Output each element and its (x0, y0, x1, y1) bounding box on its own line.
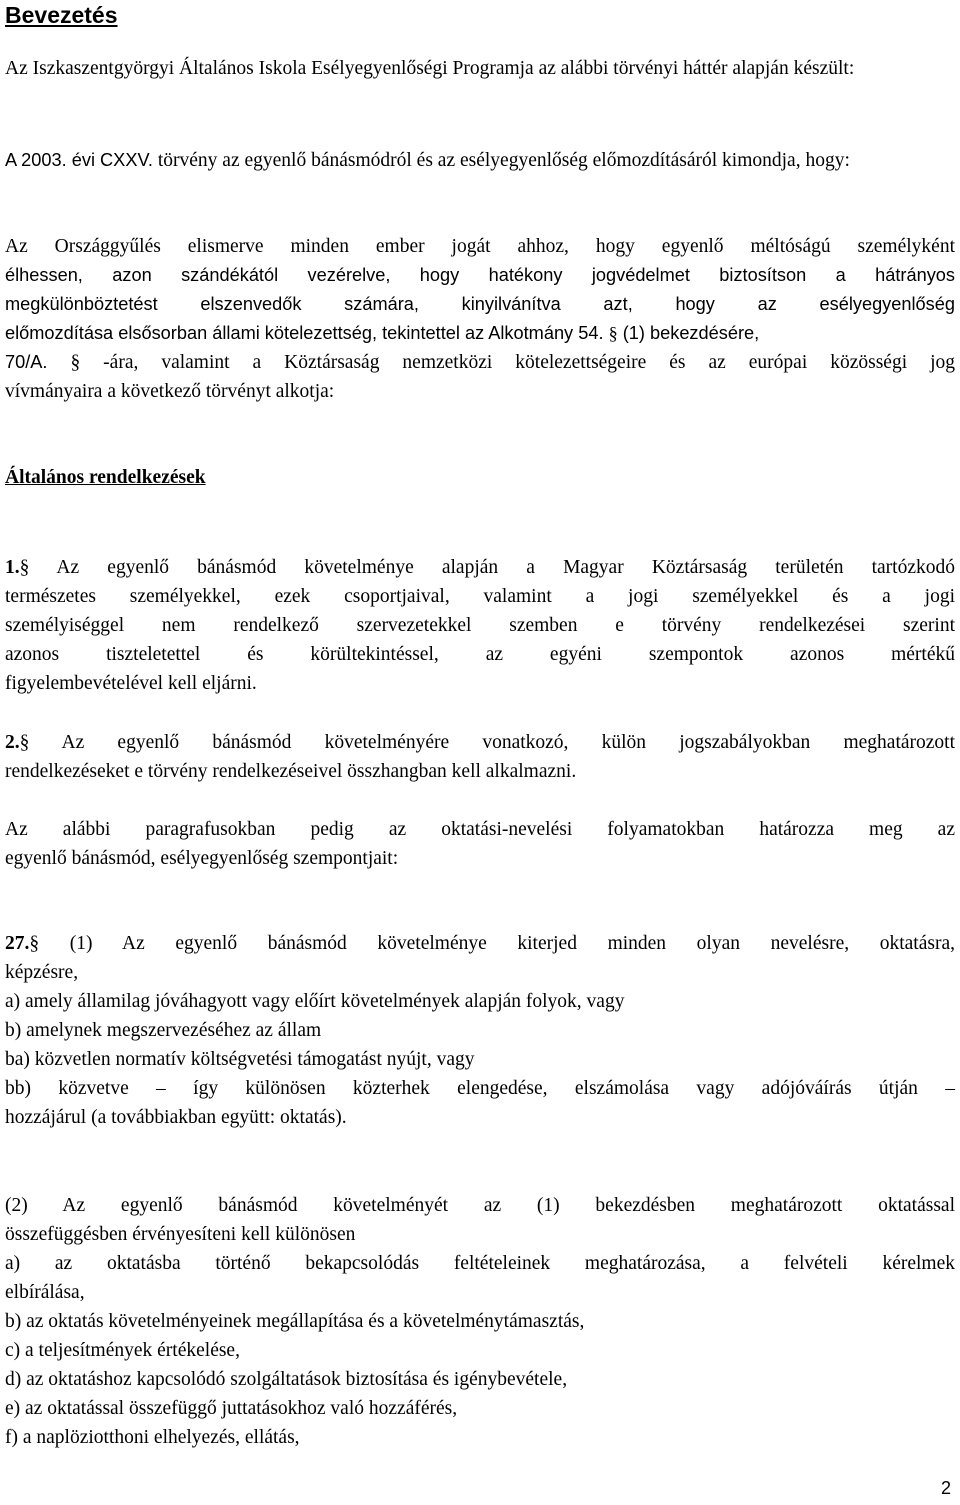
section-27-2-item-b: b) az oktatás követelményeinek megállapítása és a követelménytámasztás, (5, 1311, 585, 1332)
below-paragraph-line-2: egyenlő bánásmód, esélyegyenlőség szempontjait: (5, 848, 399, 869)
below-paragraph (5, 815, 955, 873)
page-title: Bevezetés (5, 2, 118, 28)
section-sign: § (608, 323, 618, 343)
section-27-2 (5, 1191, 955, 1452)
section-sign: § (19, 557, 30, 578)
preamble-line-5-rest: -ára, valamint a Köztársaság nemzetközi kötelezettségeire és az európai közösségi jog (80, 352, 956, 373)
section-2-number: 2. (5, 732, 20, 753)
section-sign: § (29, 933, 40, 954)
section-27-text-1: (1) Az egyenlő bánásmód követelménye kiterjed minden olyan nevelésre, oktatásra, (39, 933, 955, 954)
section-2-line-2: rendelkezéseket e törvény rendelkezéseivel összhangban kell alkalmazni. (5, 761, 577, 782)
section-1-line-1 (5, 553, 955, 582)
section-2-text-1: Az egyenlő bánásmód követelményére vonatkozó, külön jogszabályokban meghatározott (29, 732, 955, 753)
section-27-2-line-2: összefüggésben érvényesíteni kell különösen (5, 1224, 356, 1245)
section-1-line-5: figyelembevételével kell eljárni. (5, 673, 257, 694)
section-1-text-1: Az egyenlő bánásmód követelménye alapján a Magyar Köztársaság területén tartózkodó (29, 557, 955, 578)
section-2 (5, 728, 955, 786)
section-1-number: 1. (5, 557, 20, 578)
section-1-line-4: azonos tiszteletettel és körültekintéssel, az egyéni szempontok azonos mértékű (5, 644, 955, 665)
section-1 (5, 553, 955, 698)
section-27-item-ba: ba) közvetlen normatív költségvetési támogatást nyújt, vagy (5, 1049, 475, 1070)
preamble-line-1: Az Országgyűlés elismerve minden ember jogát ahhoz, hogy egyenlő méltóságú személyként (5, 236, 955, 257)
section-2-line-1 (5, 728, 955, 757)
section-27-2-line-1: (2) Az egyenlő bánásmód követelményét az (1) bekezdésben meghatározott oktatással (5, 1195, 955, 1216)
preamble-line-2: élhessen, azon szándékától vezérelve, hogy hatékony jogvédelmet biztosítson a hátrányos (5, 265, 955, 285)
section-27-line-2: képzésre, (5, 962, 79, 983)
section-27-2-item-e: e) az oktatással összefüggő juttatásokhoz való hozzáférés, (5, 1398, 458, 1419)
section-27-item-bb-line-1: bb) közvetve – így különösen közterhek elengedése, elszámolása vagy adójóváírás útján – (5, 1078, 955, 1099)
law-reference-rest: törvény az egyenlő bánásmódról és az esélyegyenlőség előmozdításáról kimondja, hogy: (152, 150, 850, 171)
section-27-2-item-a-line-1: a) az oktatásba történő bekapcsolódás feltételeinek meghatározása, a felvételi kérelmek (5, 1253, 955, 1274)
section-27 (5, 929, 955, 1132)
section-27-item-a: a) amely államilag jóváhagyott vagy előírt követelmények alapján folyok, vagy (5, 991, 625, 1012)
intro-text: Az Iszkaszentgyörgyi Általános Iskola Esélyegyenlőségi Programja az alábbi törvényi háttér alapján készült: (5, 58, 855, 79)
preamble-line-5-sans: 70/A. (5, 352, 48, 372)
law-reference-paragraph (5, 146, 955, 175)
preamble-line-3: megkülönböztetést elszenvedők számára, kinyilvánítva azt, hogy az esélyegyenlőség (5, 294, 955, 314)
law-reference-sans: A 2003. évi CXXV. (5, 150, 153, 170)
preamble-line-4-text: előmozdítása elsősorban állami kötelezettség, tekintettel az Alkotmány 54. (5, 323, 604, 343)
document-page (5, 0, 955, 1505)
preamble-line-4 (5, 319, 955, 348)
section-sign: § (70, 352, 81, 373)
section-27-2-item-a-line-2: elbírálása, (5, 1282, 85, 1303)
section-27-2-item-c: c) a teljesítmények értékelése, (5, 1340, 240, 1361)
section-27-line-1 (5, 929, 955, 958)
section-27-number: 27. (5, 933, 30, 954)
section-27-item-bb-line-2: hozzájárul (a továbbiakban együtt: oktatás). (5, 1107, 347, 1128)
section-27-2-item-d: d) az oktatáshoz kapcsolódó szolgáltatások biztosítása és igénybevétele, (5, 1369, 568, 1390)
section-subheading: Általános rendelkezések (5, 467, 206, 488)
section-27-2-item-f: f) a naplöziotthoni elhelyezés, ellátás, (5, 1427, 300, 1448)
preamble-paragraph (5, 232, 955, 406)
intro-paragraph (5, 54, 955, 83)
section-1-line-2: természetes személyekkel, ezek csoportjaival, valamint a jogi személyekkel és a jogi (5, 586, 955, 607)
below-paragraph-line-1: Az alábbi paragrafusokban pedig az oktatási-nevelési folyamatokban határozza meg az (5, 819, 955, 840)
preamble-line-4-tail: (1) bekezdésére, (617, 323, 760, 343)
section-1-line-3: személyiséggel nem rendelkező szervezetekkel szemben e törvény rendelkezései szerint (5, 615, 955, 636)
preamble-line-6: vívmányaira a következő törvényt alkotja: (5, 381, 335, 402)
section-sign: § (19, 732, 30, 753)
section-27-item-b: b) amelynek megszervezéséhez az állam (5, 1020, 322, 1041)
preamble-line-5 (5, 348, 955, 377)
page-number: 2 (940, 1478, 951, 1498)
law-reference-text (5, 146, 955, 175)
